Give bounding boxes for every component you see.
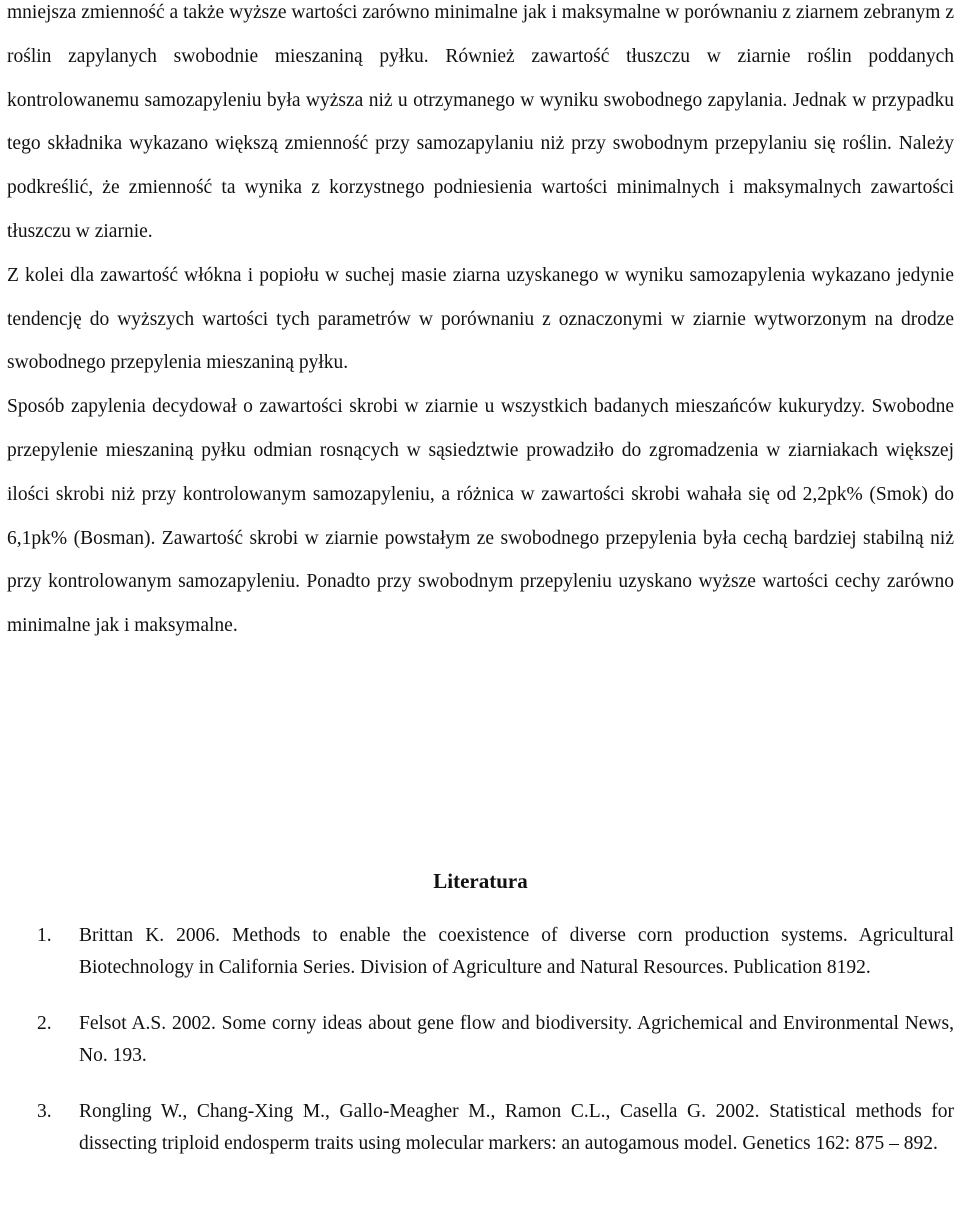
reference-number: 3.: [37, 1101, 52, 1122]
reference-item: [7, 1008, 954, 1072]
reference-item: [7, 1096, 954, 1160]
paragraph: Z kolei dla zawartość włókna i popiołu w suchej masie ziarna uzyskanego w wyniku samozapylenia wykazano jedynie tendencję do wyższych wartości tych parametrów w porównaniu z oznaczonymi w ziarnie wytworzonym na drodze swobodnego przepylenia mieszaniną pyłku.: [7, 264, 954, 374]
reference-number: 1.: [37, 925, 52, 946]
reference-item: [7, 920, 954, 984]
reference-list: [7, 920, 954, 1184]
reference-number: 2.: [37, 1013, 52, 1034]
reference-text: Brittan K. 2006. Methods to enable the coexistence of diverse corn production systems. Agricultural Biotechnology in California Series. Division of Agriculture and Natural Resources. Publication 8192.: [79, 925, 954, 978]
paragraph: mniejsza zmienność a także wyższe wartości zarówno minimalne jak i maksymalne w porównaniu z ziarnem zebranym z roślin zapylanych swobodnie mieszaniną pyłku. Również zawartość tłuszczu w ziarnie roślin poddanych kontrolowanemu samozapyleniu była wyższa niż u otrzymanego w wyniku swobodnego zapylania. Jednak w przypadku tego składnika wykazano większą zmienność przy samozapylaniu niż przy swobodnym przepylaniu się roślin. Należy podkreślić, że zmienność ta wynika z korzystnego podniesienia wartości minimalnych i maksymalnych zawartości tłuszczu w ziarnie.: [7, 2, 954, 242]
paragraph: Sposób zapylenia decydował o zawartości skrobi w ziarnie u wszystkich badanych mieszańców kukurydzy. Swobodne przepylenie mieszaniną pyłku odmian rosnących w sąsiedztwie prowadziło do zgromadzenia w ziarniakach większej ilości skrobi niż przy kontrolowanym samozapyleniu, a różnica w zawartości skrobi wahała się od 2,2pk% (Smok) do 6,1pk% (Bosman). Zawartość skrobi w ziarnie powstałym ze swobodnego przepylenia była cechą bardziej stabilną niż przy kontrolowanym samozapyleniu. Ponadto przy swobodnym przepyleniu uzyskano wyższe wartości cechy zarówno minimalne jak i maksymalne.: [7, 396, 954, 637]
reference-text: Felsot A.S. 2002. Some corny ideas about gene flow and biodiversity. Agrichemical and Environmental News, No. 193.: [79, 1013, 954, 1066]
reference-text: Rongling W., Chang-Xing M., Gallo-Meagher M., Ramon C.L., Casella G. 2002. Statistical methods for dissecting triploid endosperm traits using molecular markers: an autogamous model. Genetics 162: 875 – 892.: [79, 1101, 954, 1154]
section-heading: Literatura: [433, 869, 528, 893]
body-text: [7, 0, 954, 648]
